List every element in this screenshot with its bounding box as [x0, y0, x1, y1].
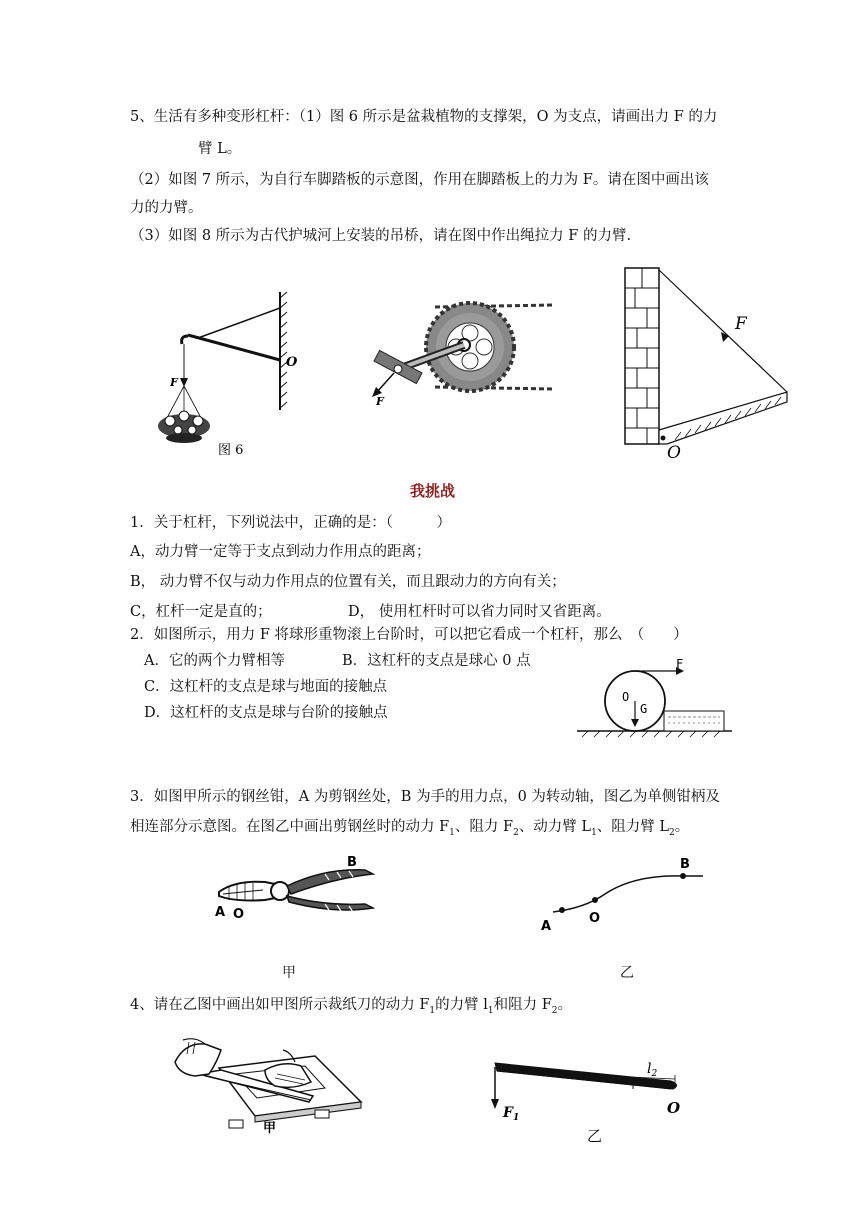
q3-line1: 3．如图甲所示的钢丝钳，A 为剪钢丝处，B 为手的用力点，0 为转动轴，图乙为单侧钳柄及	[130, 789, 720, 805]
q3-caption-jia: 甲	[282, 965, 296, 981]
fig8-label-f: F	[735, 314, 747, 334]
cutter-label-l2: $l_2$	[647, 1061, 658, 1079]
figure-8-drawbridge	[615, 262, 815, 462]
figure-q4-cutter-lever	[485, 1055, 695, 1150]
q1-option-a: A，动力臂一定等于支点到动力作用点的距离；	[130, 544, 431, 560]
cutter-caption-yi: 乙	[587, 1127, 603, 1145]
q2-label-f: F	[676, 657, 684, 671]
q3-caption-yi: 乙	[620, 965, 634, 981]
fig6-label-o: O	[286, 355, 298, 370]
fig7-label-f: F	[376, 395, 384, 408]
q2-option-d: D．这杠杆的支点是球与台阶的接触点	[144, 705, 388, 721]
q5-line2b: 力的力臂。	[130, 200, 203, 216]
lever-label-o: O	[589, 911, 601, 926]
figure-q4-paper-cutter	[165, 1030, 365, 1135]
cutter-caption-jia: 甲	[263, 1121, 277, 1135]
q2-option-c: C．这杠杆的支点是球与地面的接触点	[144, 679, 388, 695]
cutter-label-o: O	[667, 1099, 681, 1117]
q1-option-b: B， 动力臂不仅与动力作用点的位置有关，而且跟动力的方向有关；	[130, 574, 566, 590]
cutter-label-f1: $F_1$	[503, 1105, 520, 1123]
q5-line1: 5、生活有多种变形杠杆：（1）图 6 所示是盆栽植物的支撑架，O 为支点，请画出力 F 的力	[130, 109, 718, 125]
section-title: 我挑战	[410, 482, 456, 500]
lever-label-b: B	[680, 857, 690, 872]
figure-q2-ball-step	[572, 655, 737, 745]
q5-line3: （3）如图 8 所示为古代护城河上安装的吊桥，请在图中作出绳拉力 F 的力臂.	[130, 228, 632, 244]
q2-option-b: B．这杠杆的支点是球心 0 点	[342, 653, 531, 669]
q2-label-o: O	[622, 690, 630, 704]
figure-7-bicycle-pedal	[360, 285, 560, 410]
q1-option-c: C，杠杆一定是直的；	[130, 604, 272, 620]
figure-6-plant-support	[150, 288, 310, 458]
q1-stem: 1．关于杠杆，下列说法中，正确的是：（ ）	[130, 515, 451, 531]
q2-stem: 2．如图所示，用力 F 将球形重物滚上台阶时，可以把它看成一个杠杆，那么 （ ）	[130, 627, 688, 643]
q3-line2: 相连部分示意图。在图乙中画出剪钢丝时的动力 $F_1$、阻力 $F_2$、动力臂 $L_1$、阻力臂 $L_2$。	[130, 819, 690, 838]
pliers-label-b: B	[347, 855, 357, 870]
q2-label-g: G	[640, 702, 648, 716]
fig8-label-o: O	[667, 443, 681, 462]
q5-line1b: 臂 L。	[198, 141, 242, 157]
q1-option-d: D， 使用杠杆时可以省力同时又省距离。	[348, 604, 611, 620]
q4-line: 4、请在乙图中画出如甲图所示裁纸刀的动力 $F_1$的力臂 $l_1$和阻力 $F_2$。	[130, 997, 573, 1016]
figure-q3-lever-sketch	[535, 850, 715, 935]
pliers-label-o: O	[233, 907, 245, 922]
q5-line2: （2）如图 7 所示，为自行车脚踏板的示意图，作用在脚踏板上的力为 F。请在图中画出该	[130, 172, 709, 188]
figure-q3-pliers	[205, 848, 385, 926]
q2-option-a: A．它的两个力臂相等	[144, 653, 285, 669]
pliers-label-a: A	[215, 905, 226, 920]
fig6-caption: 图 6	[218, 443, 244, 458]
fig6-label-f: F	[170, 376, 178, 389]
lever-label-a: A	[541, 919, 552, 934]
